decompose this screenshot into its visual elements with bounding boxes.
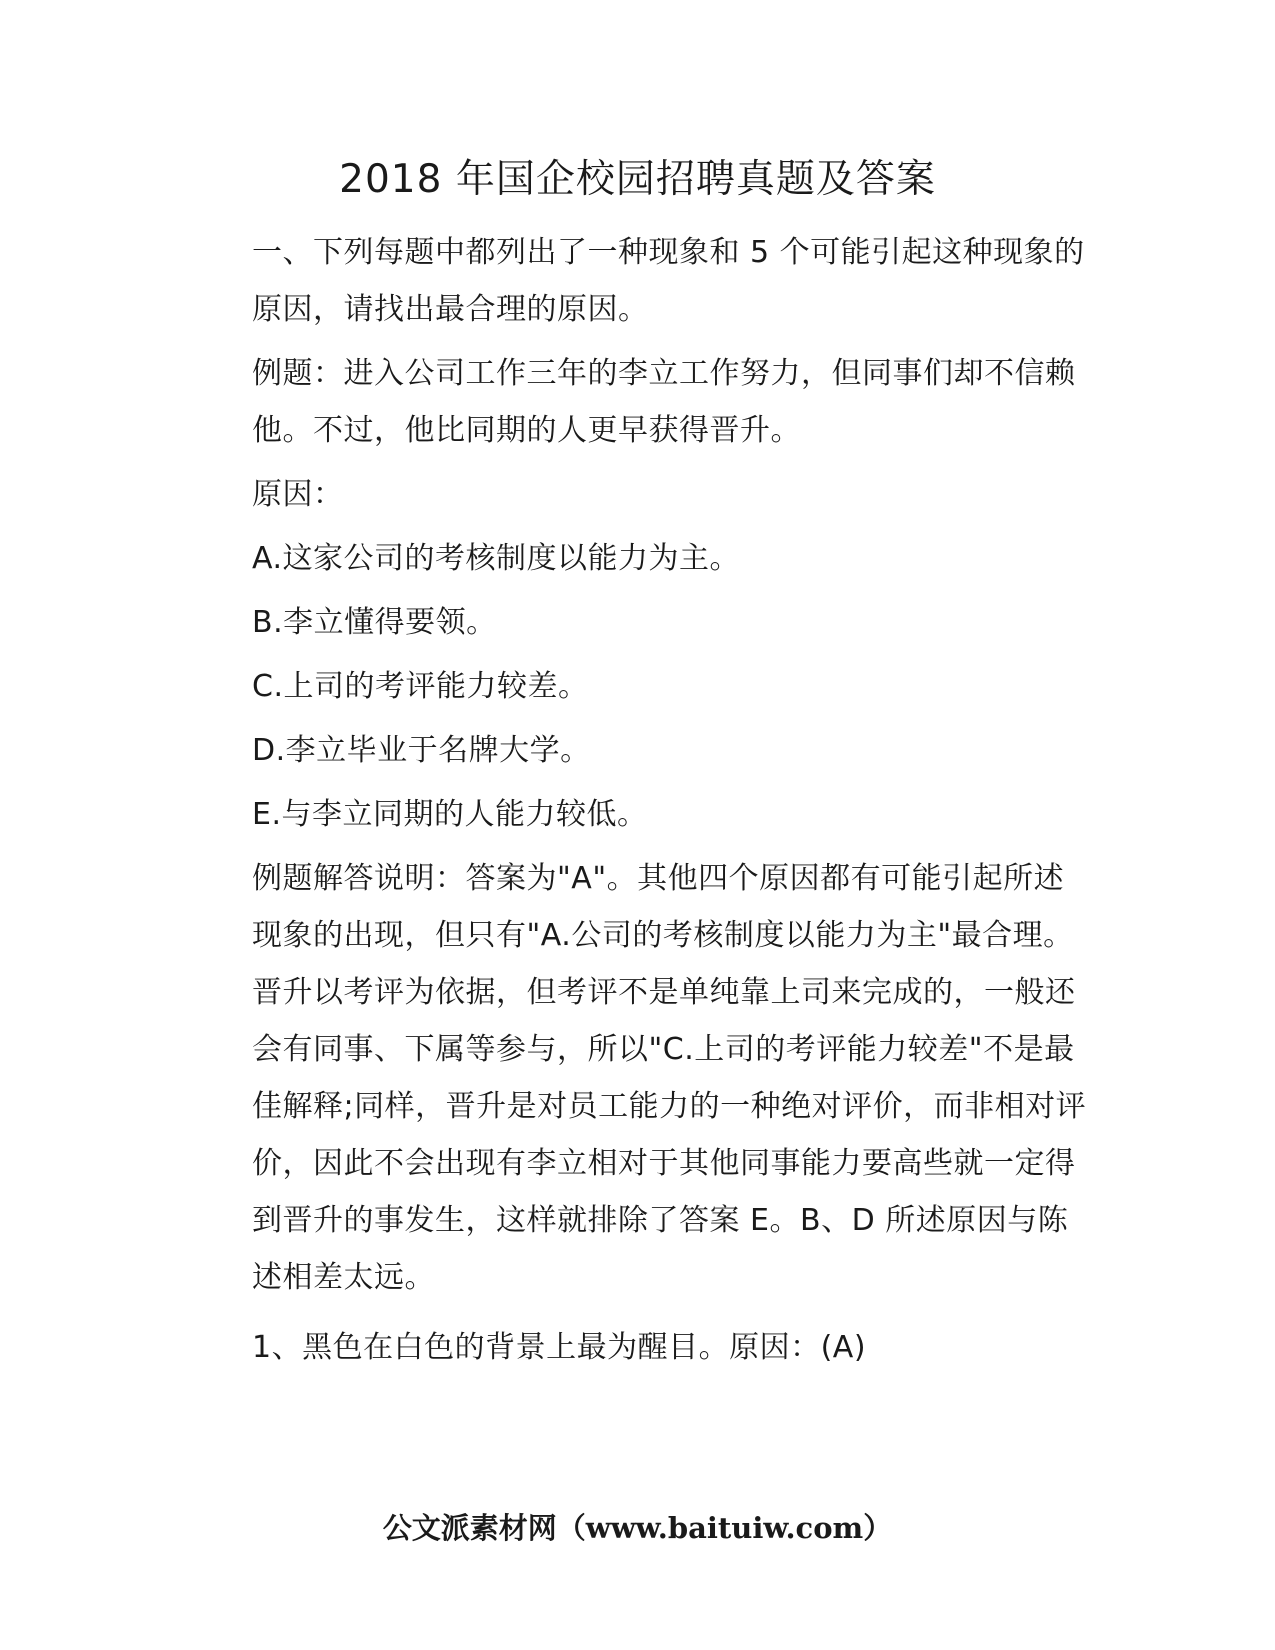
footer-source: 公文派素材网（www.baituiw.com） (382, 1511, 893, 1545)
option-a: A.这家公司的考核制度以能力为主。 (252, 541, 741, 576)
document-body (188, 224, 1088, 1376)
option-e: E.与李立同期的人能力较低。 (252, 797, 648, 832)
option-b: B.李立懂得要领。 (252, 605, 497, 640)
option-c: C.上司的考评能力较差。 (252, 669, 589, 704)
question-1: 1、黑色在白色的背景上最为醒目。原因：(A) (252, 1330, 867, 1365)
example-question: 例题：进入公司工作三年的李立工作努力，但同事们却不信赖他。不过，他比同期的人更早获得晋升。 (252, 356, 1076, 448)
section-intro: 一、下列每题中都列出了一种现象和 5 个可能引起这种现象的原因，请找出最合理的原因。 (252, 235, 1085, 327)
page-title: 2018 年国企校园招聘真题及答案 (339, 157, 936, 202)
reason-label: 原因： (252, 477, 344, 512)
option-d: D.李立毕业于名牌大学。 (252, 733, 591, 768)
example-explanation: 例题解答说明：答案为"A"。其他四个原因都有可能引起所述现象的出现，但只有"A.公司的考核制度以能力为主"最合理。晋升以考评为依据，但考评不是单纯靠上司来完成的，一般还会有同事、下属等参与，所以"C.上司的考评能力较差"不是最佳解释;同样，晋升是对员工能力的一种绝对评价，而非相对评价，因此不会出现有李立相对于其他同事能力要高些就一定得到晋升的事发生，这样就排除了答案 E。B、D 所述原因与陈述相差太远。 (252, 861, 1087, 1295)
